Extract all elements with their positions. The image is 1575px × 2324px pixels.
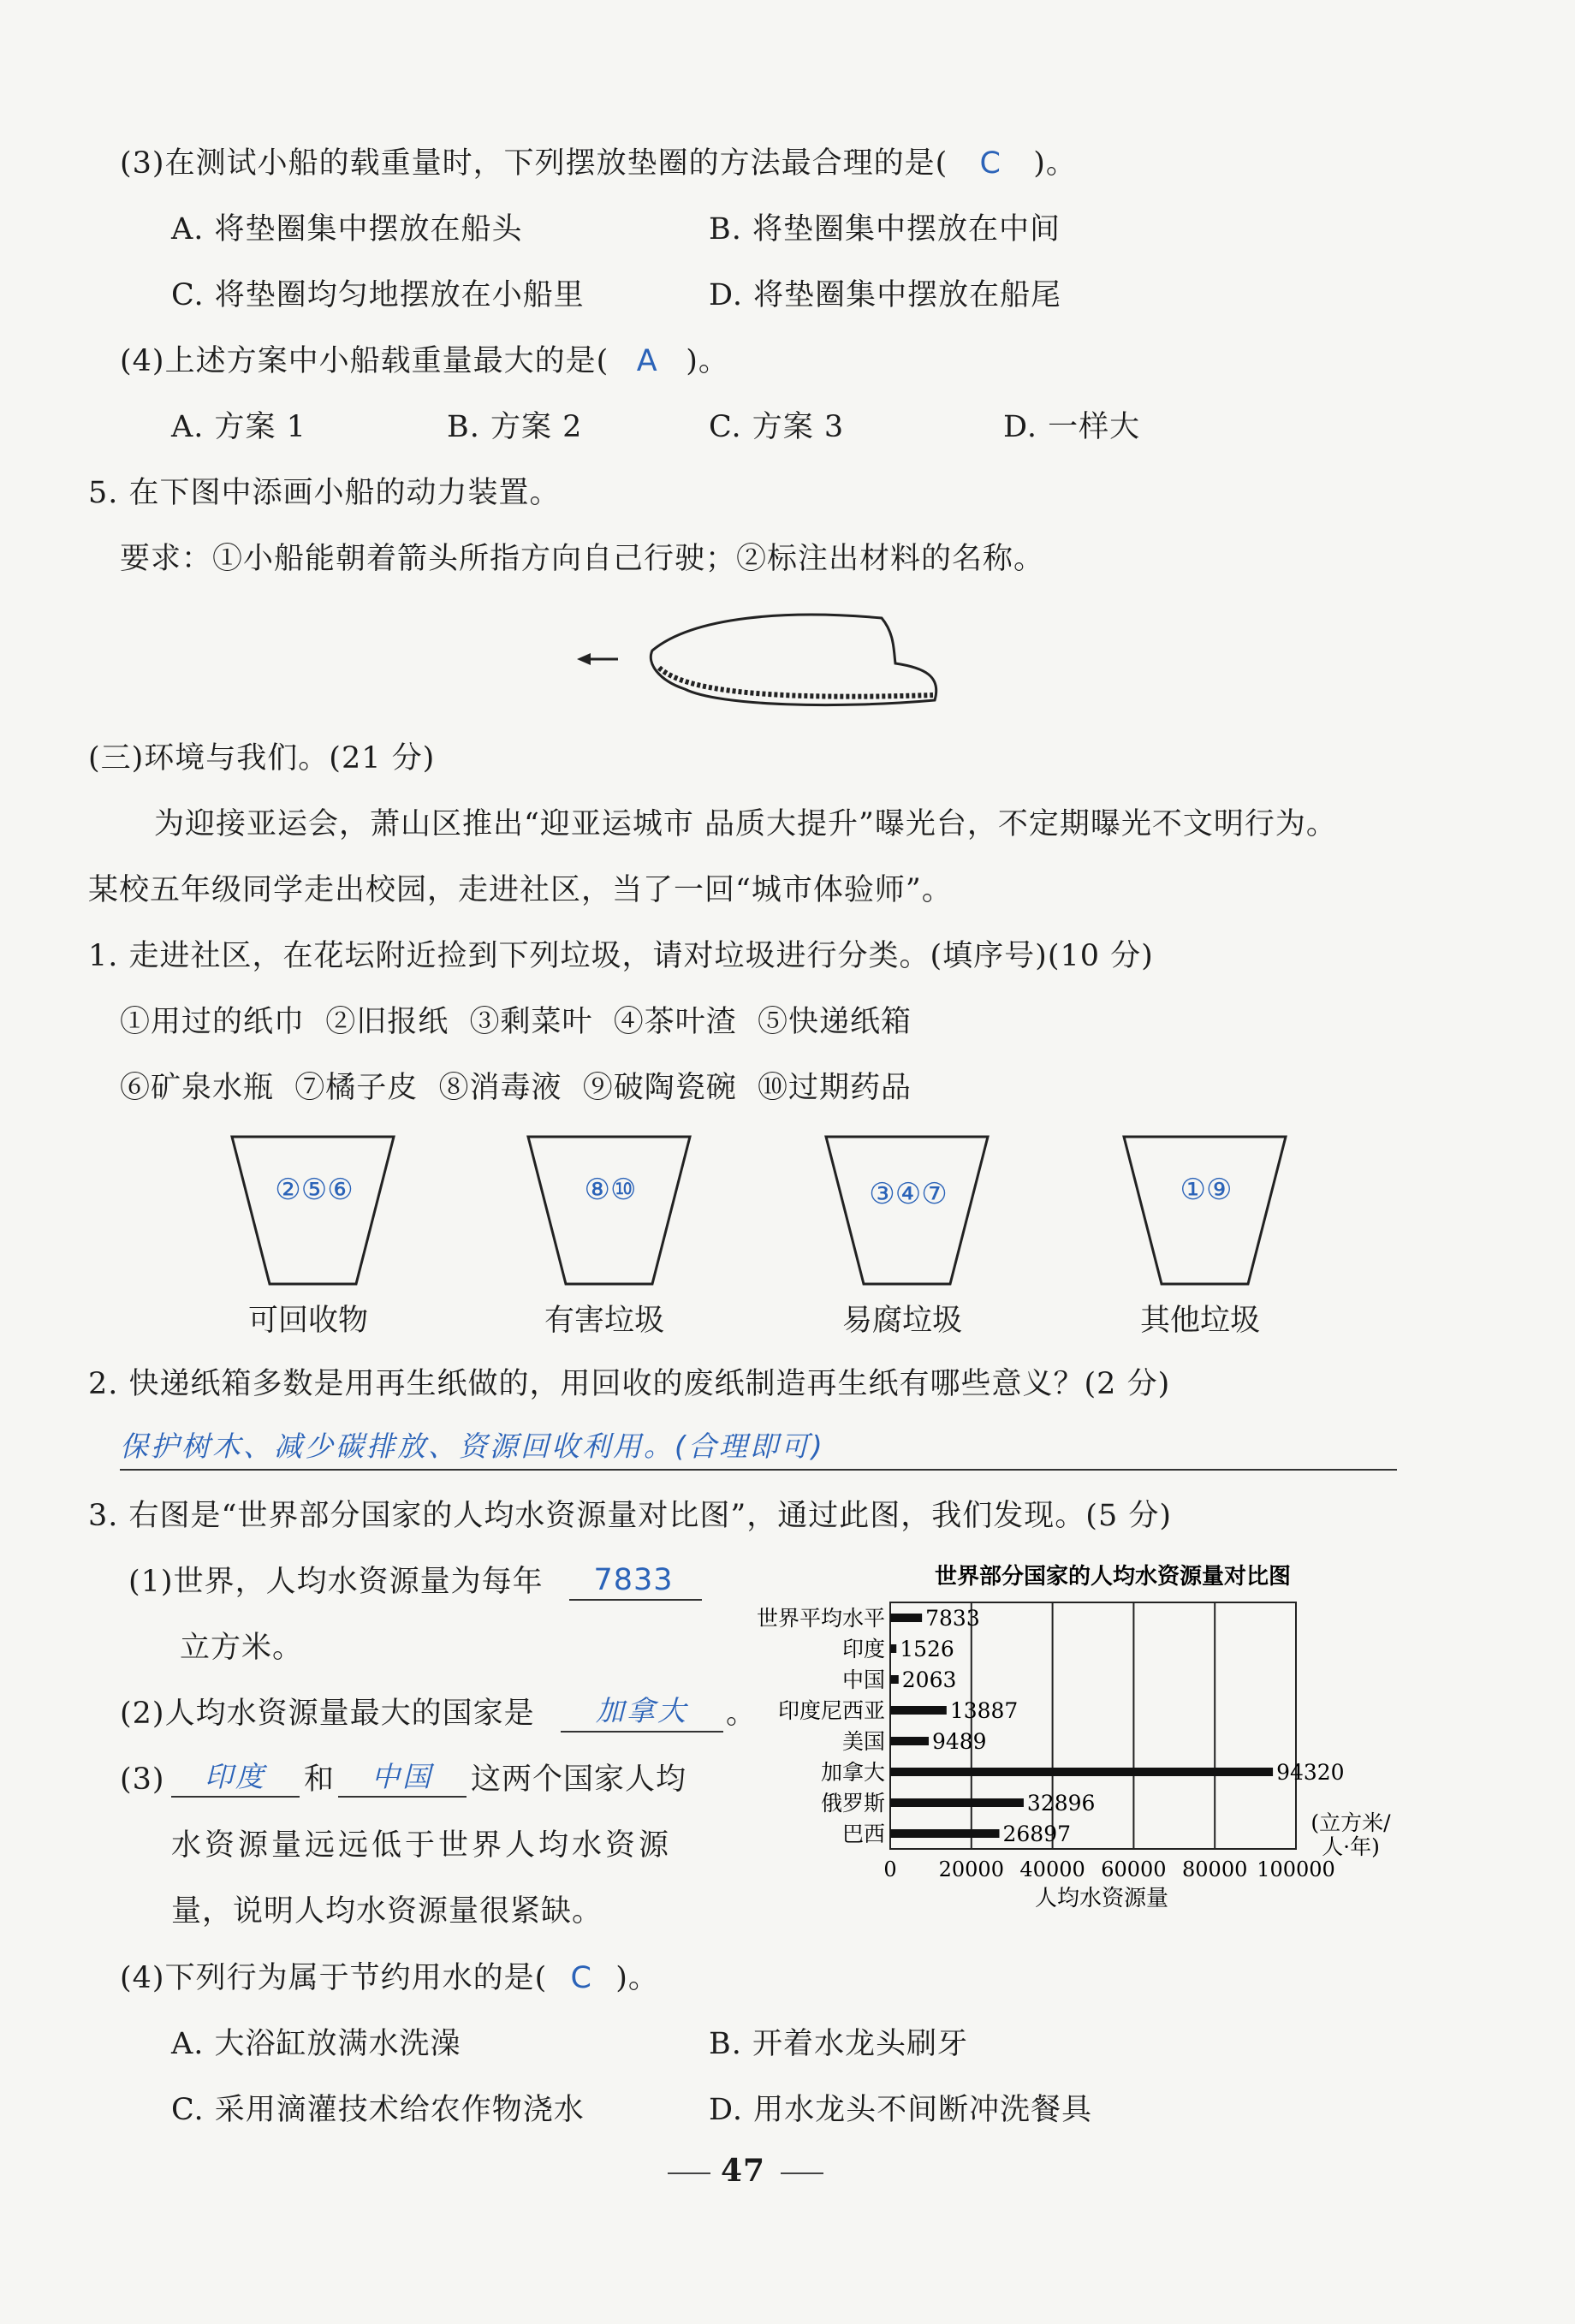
bin-hazardous-label: 有害垃圾 [544, 1304, 664, 1338]
footer-dash-right [781, 2172, 823, 2174]
chart-x-tick-label: 20000 [938, 1857, 1004, 1881]
chart-category-label: 世界平均水平 [756, 1606, 885, 1631]
section-intro-2: 某校五年级同学走出校园，走进社区，当了一回“城市体验师”。 [88, 873, 953, 907]
chart-bar [890, 1614, 922, 1622]
bin-other-outline [1121, 1134, 1293, 1288]
chart-bar [890, 1798, 1024, 1807]
q4-close: )。 [686, 344, 729, 378]
chart-value-label: 2063 [901, 1667, 957, 1692]
direction-arrow-head [577, 653, 591, 665]
s3-p1-answer[interactable]: 7833 [593, 1563, 674, 1597]
chart-value-label: 32896 [1026, 1791, 1096, 1816]
s1-stem: 1. 走进社区，在花坛附近捡到下列垃圾，请对垃圾进行分类。(填序号)(10 分) [88, 939, 1154, 973]
s3-p2-text: (2)人均水资源量最大的国家是 [120, 1697, 535, 1731]
section-intro-1: 为迎接亚运会，萧山区推出“迎亚运城市 品质大提升”曝光台，不定期曝光不文明行为。 [154, 807, 1337, 841]
s3-p4-option-b: B. 开着水龙头刷牙 [709, 2027, 968, 2061]
q4-option-c: C. 方案 3 [709, 410, 845, 444]
s3-p3-and: 和 [304, 1762, 336, 1797]
chart-value-label: 26897 [1002, 1822, 1072, 1846]
s3-p4-answer[interactable]: C [570, 1961, 592, 1995]
s2-stem: 2. 快递纸箱多数是用再生纸做的，用回收的废纸制造再生纸有哪些意义？(2 分) [88, 1367, 1171, 1401]
s3-p4-option-c: C. 采用滴灌技术给农作物浇水 [171, 2093, 585, 2127]
s3-p2-answer[interactable]: 加拿大 [596, 1694, 688, 1727]
s2-answer[interactable]: 保护树木、减少碳排放、资源回收利用。(合理即可) [120, 1429, 825, 1463]
s3-p3-text-b: 这两个国家人均 [471, 1762, 687, 1797]
q4-stem: (4)上述方案中小船载重量最大的是( [120, 344, 609, 378]
s3-p1-text: (1)世界，人均水资源量为每年 [128, 1565, 544, 1599]
chart-category-label: 印度 [841, 1637, 885, 1661]
s3-p4-stem: (4)下列行为属于节约用水的是( [120, 1961, 548, 1995]
s3-p1-unit: 立方米。 [180, 1631, 304, 1665]
chart-category-label: 俄罗斯 [820, 1791, 885, 1816]
s3-p3-blank-2 [338, 1796, 467, 1798]
chart-value-label: 13887 [949, 1698, 1019, 1723]
s3-p4-stem-line [120, 1960, 659, 1996]
s3-p3-blank-1 [171, 1796, 300, 1798]
bin-recyclable-answer[interactable]: ②⑤⑥ [275, 1173, 354, 1207]
s3-p3-text-c: 水资源量远远低于世界人均水资源 [171, 1828, 673, 1863]
chart-category-label: 印度尼西亚 [777, 1698, 885, 1723]
chart-unit-label [1311, 1810, 1391, 1859]
s3-p4-option-d: D. 用水龙头不间断冲洗餐具 [709, 2093, 1093, 2127]
chart-x-tick-label: 100000 [1257, 1857, 1335, 1881]
s3-p4-option-a: A. 大浴缸放满水洗澡 [171, 2027, 461, 2061]
chart-bar [890, 1768, 1273, 1776]
q5-stem: 5. 在下图中添画小船的动力装置。 [88, 476, 561, 510]
boat-drawing [565, 599, 959, 719]
chart-bar [890, 1737, 929, 1745]
chart-value-label: 1526 [900, 1637, 954, 1661]
chart-unit-line: 人·年) [1322, 1834, 1380, 1859]
s3-p2-blank [561, 1731, 723, 1733]
chart-x-tick-label: 80000 [1182, 1857, 1248, 1881]
q5-requirement: 要求：①小船能朝着箭头所指方向自己行驶；②标注出材料的名称。 [120, 542, 1045, 576]
chart-value-label: 9489 [931, 1729, 987, 1754]
q3-option-b: B. 将垫圈集中摆放在中间 [709, 212, 1061, 247]
chart-unit-line: (立方米/ [1311, 1810, 1391, 1835]
chart-bar [890, 1829, 999, 1838]
bin-perishable-answer[interactable]: ③④⑦ [869, 1177, 948, 1211]
s3-p3-prefix: (3) [120, 1762, 165, 1797]
chart-x-tick-label: 60000 [1101, 1857, 1167, 1881]
s1-items-row2: ⑥矿泉水瓶 ⑦橘子皮 ⑧消毒液 ⑨破陶瓷碗 ⑩过期药品 [120, 1071, 912, 1105]
boat-hull-texture [659, 668, 933, 697]
s1-items-row1: ①用过的纸巾 ②旧报纸 ③剩菜叶 ④茶叶渣 ⑤快递纸箱 [120, 1005, 912, 1039]
s3-p3-answer-1[interactable]: 印度 [205, 1760, 266, 1793]
q3-answer[interactable]: C [979, 146, 1001, 181]
chart-x-tick-label: 0 [883, 1857, 897, 1881]
s3-p2-end: 。 [726, 1697, 758, 1731]
bin-other-label: 其他垃圾 [1139, 1304, 1260, 1338]
q3-close: )。 [1033, 146, 1077, 181]
chart-category-label: 加拿大 [820, 1760, 885, 1785]
section-title: (三)环境与我们。(21 分) [88, 741, 436, 776]
q3-option-a: A. 将垫圈集中摆放在船头 [171, 212, 523, 247]
q3-stem: (3)在测试小船的载重量时，下列摆放垫圈的方法最合理的是( [120, 146, 948, 181]
q4-answer[interactable]: A [636, 344, 658, 378]
bin-recyclable-label: 可回收物 [247, 1304, 368, 1338]
chart-title: 世界部分国家的人均水资源量对比图 [934, 1564, 1292, 1590]
bin-perishable-outline [823, 1134, 995, 1288]
bin-recyclable-outline [229, 1134, 401, 1288]
bin-hazardous-outline [526, 1134, 697, 1288]
q4-option-d: D. 一样大 [1003, 410, 1141, 444]
q4-option-a: A. 方案 1 [171, 410, 306, 444]
chart-value-label: 94320 [1276, 1760, 1345, 1785]
chart-bar [890, 1706, 947, 1715]
s2-answer-line [120, 1469, 1397, 1471]
chart-x-tick-label: 40000 [1019, 1857, 1085, 1881]
chart-value-label: 7833 [925, 1606, 980, 1631]
q3-stem-line [120, 146, 1077, 181]
q4-option-b: B. 方案 2 [447, 410, 583, 444]
s3-p3-text-d: 量，说明人均水资源量很紧缺。 [171, 1894, 603, 1929]
chart-category-label: 美国 [841, 1729, 885, 1754]
s3-stem: 3. 右图是“世界部分国家的人均水资源量对比图”，通过此图，我们发现。(5 分) [88, 1499, 1173, 1533]
s3-p1-blank [569, 1599, 702, 1601]
q4-stem-line [120, 343, 729, 379]
s3-p3-answer-2[interactable]: 中国 [371, 1760, 433, 1793]
bin-other-answer[interactable]: ①⑨ [1180, 1173, 1233, 1207]
chart-x-axis-label: 人均水资源量 [1034, 1886, 1169, 1911]
q3-option-d: D. 将垫圈集中摆放在船尾 [709, 278, 1062, 312]
page-number: 47 [721, 2153, 766, 2189]
s3-p4-close: )。 [615, 1961, 659, 1995]
chart-category-label: 中国 [841, 1667, 885, 1692]
boat-hull [651, 615, 936, 704]
footer-dash-left [668, 2172, 710, 2174]
water-resource-chart [728, 1558, 1412, 1917]
bin-hazardous-answer[interactable]: ⑧⑩ [584, 1173, 637, 1207]
q3-option-c: C. 将垫圈均匀地摆放在小船里 [171, 278, 585, 312]
chart-bar [890, 1644, 896, 1653]
bin-perishable-label: 易腐垃圾 [841, 1304, 962, 1338]
chart-category-label: 巴西 [841, 1822, 885, 1846]
chart-bar [890, 1675, 899, 1684]
